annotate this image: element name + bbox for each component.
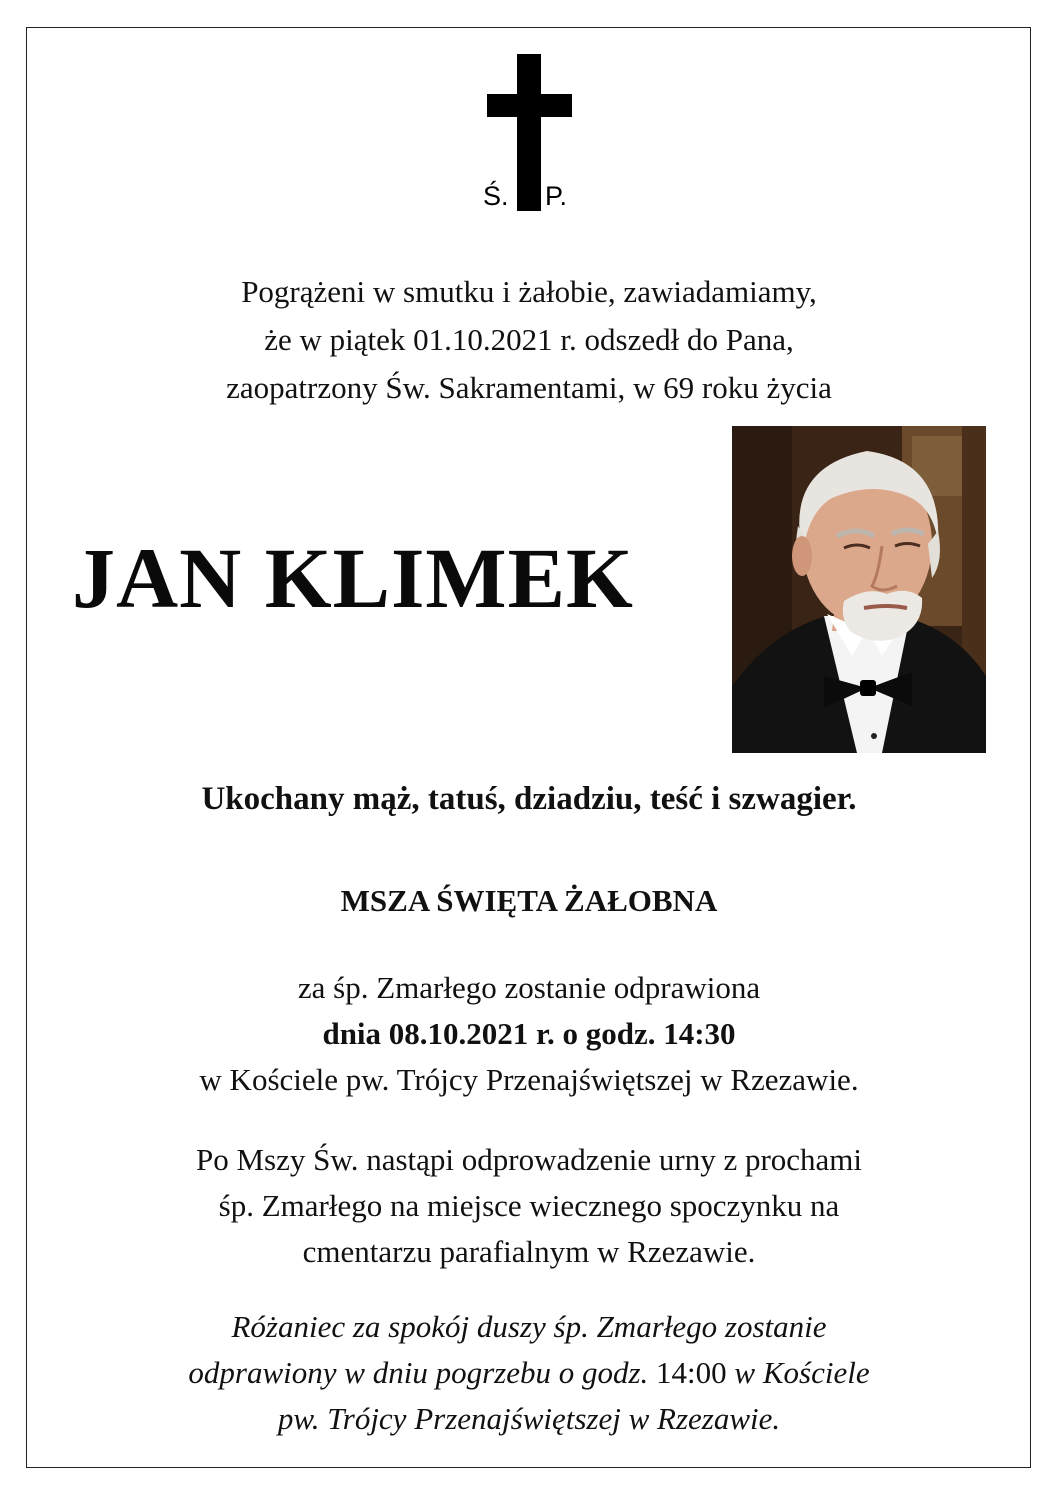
rosary-line-2-end: w Kościele <box>726 1355 870 1390</box>
intro-line-1: Pogrążeni w smutku i żałobie, zawiadamiamy, <box>241 274 817 309</box>
burial-details <box>40 1137 1018 1275</box>
mass-details <box>40 965 1018 1103</box>
mass-date-time: dnia 08.10.2021 r. o godz. 14:30 <box>322 1016 736 1051</box>
intro-line-2: że w piątek 01.10.2021 r. odszedł do Pana, <box>264 322 794 357</box>
mass-heading: MSZA ŚWIĘTA ŻAŁOBNA <box>340 883 718 918</box>
mass-line-1: za śp. Zmarłego zostanie odprawiona <box>297 970 761 1005</box>
sp-right-label: P. <box>545 181 568 211</box>
portrait-photo <box>732 426 986 753</box>
rosary-line-3: pw. Trójcy Przenajświętszej w Rzezawie. <box>277 1401 781 1436</box>
intro-announcement <box>60 268 998 412</box>
deceased-name: JAN KLIMEK <box>72 530 634 626</box>
sp-left-label: Ś. <box>483 181 509 211</box>
relation-text: Ukochany mąż, tatuś, dziadziu, teść i szwagier. <box>201 781 857 817</box>
burial-line-2: śp. Zmarłego na miejsce wiecznego spoczynku na <box>218 1188 840 1223</box>
burial-line-1: Po Mszy Św. nastąpi odprowadzenie urny z prochami <box>195 1142 863 1177</box>
burial-line-3: cmentarzu parafialnym w Rzezawie. <box>302 1234 756 1269</box>
rosary-details <box>40 1304 1018 1442</box>
rosary-time: 14:00 <box>656 1355 727 1390</box>
rosary-line-1: Różaniec za spokój duszy śp. Zmarłego zostanie <box>231 1309 827 1344</box>
intro-line-3: zaopatrzony Św. Sakramentami, w 69 roku życia <box>226 370 832 405</box>
rosary-line-2-start: odprawiony w dniu pogrzebu o godz. <box>188 1355 657 1390</box>
rosary-line-2 <box>40 1350 1018 1396</box>
mass-location: w Kościele pw. Trójcy Przenajświętszej w Rzezawie. <box>199 1062 859 1097</box>
